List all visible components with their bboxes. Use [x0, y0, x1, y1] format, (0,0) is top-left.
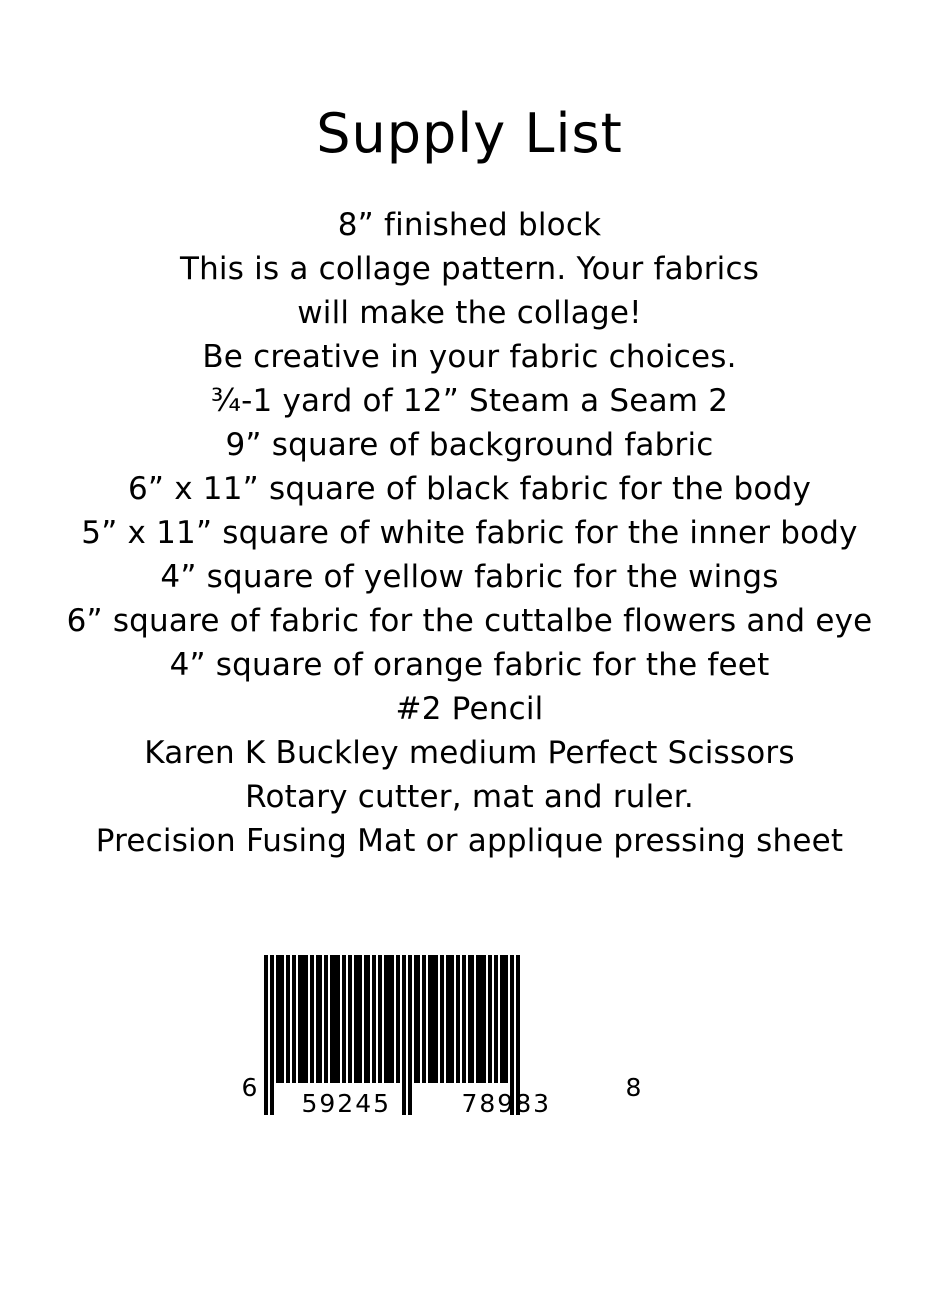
barcode-bar: [364, 955, 370, 1083]
barcode-bar: [310, 955, 314, 1083]
barcode-group-one: 59245: [301, 1089, 392, 1119]
barcode-bar: [298, 955, 308, 1083]
barcode-bar: [286, 955, 290, 1083]
barcode-bar: [292, 955, 296, 1083]
barcode-digits: [240, 1073, 700, 1129]
supply-line: 4” square of yellow fabric for the wings: [160, 559, 779, 596]
barcode-bar: [446, 955, 454, 1083]
barcode-bar: [428, 955, 438, 1083]
supply-line: 9” square of background fabric: [225, 427, 714, 464]
supply-line: 8” finished block: [337, 207, 602, 244]
supply-line: Karen K Buckley medium Perfect Scissors: [144, 735, 795, 772]
barcode-bar: [384, 955, 394, 1083]
barcode-bar: [456, 955, 460, 1083]
barcode-bar: [348, 955, 352, 1083]
barcode-bar: [372, 955, 376, 1083]
barcode-trailing-digit: 8: [625, 1073, 642, 1103]
page-title: Supply List: [316, 102, 623, 165]
barcode-bar: [316, 955, 322, 1083]
barcode-bar: [500, 955, 508, 1083]
barcode-bar: [330, 955, 340, 1083]
supply-line: 4” square of orange fabric for the feet: [169, 647, 770, 684]
supply-list-text: [0, 203, 939, 863]
barcode-bar: [476, 955, 486, 1083]
barcode-bar: [414, 955, 420, 1083]
barcode-bar: [324, 955, 328, 1083]
supply-line: Precision Fusing Mat or applique pressing sheet: [95, 823, 844, 860]
barcode-bar: [354, 955, 362, 1083]
barcode-group-two: 78983: [461, 1089, 552, 1119]
barcode-bar: [488, 955, 492, 1083]
supply-line: 6” square of fabric for the cuttalbe flowers and eye: [66, 603, 873, 640]
barcode-leading-digit: 6: [241, 1073, 258, 1103]
barcode-bar: [378, 955, 382, 1083]
supply-line: This is a collage pattern. Your fabrics: [179, 251, 760, 288]
barcode: [240, 955, 700, 1165]
supply-line: ¾-1 yard of 12” Steam a Seam 2: [210, 383, 729, 420]
barcode-bar: [468, 955, 474, 1083]
barcode-bar: [494, 955, 498, 1083]
barcode-bar: [422, 955, 426, 1083]
supply-line: will make the collage!: [297, 295, 642, 332]
barcode-bar: [342, 955, 346, 1083]
supply-line: 6” x 11” square of black fabric for the body: [127, 471, 812, 508]
barcode-bar: [396, 955, 400, 1083]
barcode-bar: [276, 955, 284, 1083]
supply-line: 5” x 11” square of white fabric for the inner body: [81, 515, 858, 552]
barcode-bar: [462, 955, 466, 1083]
supply-line: #2 Pencil: [395, 691, 544, 728]
barcode-bar: [440, 955, 444, 1083]
supply-line: Rotary cutter, mat and ruler.: [245, 779, 694, 816]
supply-line: Be creative in your fabric choices.: [202, 339, 737, 376]
